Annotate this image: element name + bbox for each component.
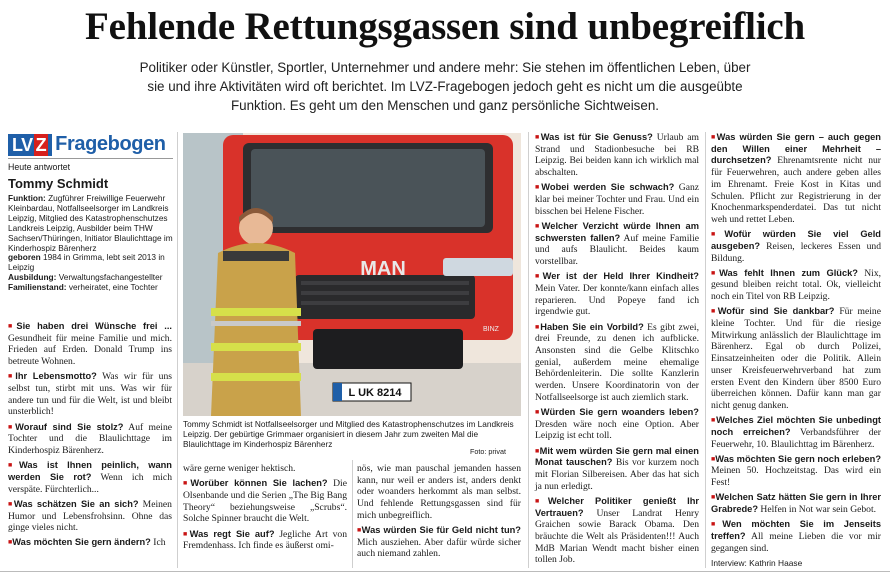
qa-item bbox=[357, 463, 521, 522]
question: ■ Was ist für Sie Genuss? bbox=[535, 132, 653, 142]
qa-item bbox=[8, 537, 172, 549]
question: ■ Was schätzen Sie an sich? bbox=[8, 499, 139, 509]
qa-item bbox=[711, 454, 881, 489]
answer: Was wir für uns selbst tun, stirbt mit uns. Was wir für andere tun und für die Welt, ist und bleibt unsterblich! bbox=[8, 371, 172, 418]
answer: Helfen in Not war sein Gebot. bbox=[758, 504, 877, 516]
portrait-photo bbox=[183, 133, 521, 416]
lvz-logo-letters: LV bbox=[12, 134, 33, 155]
photo-credit: Foto: privat bbox=[470, 447, 506, 456]
qa-item bbox=[535, 496, 699, 566]
question: ■ Worüber können Sie lachen? bbox=[183, 478, 328, 488]
question: ■ Welches Ziel möchten Sie unbedingt noch erreichen? bbox=[711, 415, 881, 437]
question: ■ Welchen Satz hätten Sie gern in Ihrer Grabrede? bbox=[711, 492, 881, 514]
answer: Es gibt zwei, drei Freunde, zu denen ich aufblicke. Ansonsten sind die Gelbe Klitschko genial, außerdem meine ehemalige Behördenleiterin. Die sollte Kanzlerin werden. Unsere Koordinatorin von der Notfallseelsorge ist auch ziemlich stark. bbox=[535, 321, 699, 403]
qa-item bbox=[535, 322, 699, 404]
question: ■ Was würden Sie für Geld nicht tun? bbox=[357, 525, 521, 535]
interviewer-credit: Interview: Kathrin Haase bbox=[711, 557, 803, 568]
question: ■ Was möchten Sie gern noch erleben? bbox=[711, 454, 881, 464]
fragebogen-label: Fragebogen bbox=[55, 133, 166, 155]
question: ■ Mit wem würden Sie gern mal einen Monat tauschen? bbox=[535, 446, 699, 468]
qa-item bbox=[535, 446, 699, 493]
question: ■ Was regt Sie auf? bbox=[183, 529, 275, 539]
lvz-logo bbox=[8, 134, 52, 156]
qa-item bbox=[535, 407, 699, 442]
answer: Für meine kleine Tochter. Und für die riesige Mitwirkung anlässlich der Blaulichttage im Bärenherz. Egal ob durch Polizei, Einsatzeinheiten oder die Politik. Allein unser Kreisfeuerwehrverband hat zum ersten Event den Kindern über 8500 Euro überreichen können. Dafür kann man gar nicht genug danken. bbox=[711, 306, 881, 411]
question: ■ Worauf sind Sie stolz? bbox=[8, 422, 124, 432]
question: ■ Was würden Sie gern – auch gegen den Willen einer Mehrheit – durchsetzen? bbox=[711, 132, 881, 165]
question: ■ Haben Sie ein Vorbild? bbox=[535, 322, 644, 332]
column-5 bbox=[711, 132, 881, 573]
answer: Jegliche Art von Fremdenhass. Ich finde es äußerst omi- bbox=[183, 528, 347, 552]
profile-fact bbox=[8, 253, 173, 273]
question: ■ Wobei werden Sie schwach? bbox=[535, 182, 674, 192]
answer: Ich bbox=[150, 537, 166, 549]
qa-item bbox=[8, 499, 172, 534]
truck-model-text: BINZ bbox=[483, 326, 499, 333]
qa-item bbox=[8, 422, 172, 457]
qa-item bbox=[711, 415, 881, 450]
intro-text: Politiker oder Künstler, Sportler, Unternehmer und andere mehr: Sie stehen im öffentlichen Leben, über sie und ihre Aktivitäten wird oft berichtet. Im LVZ-Fragebogen jedoch geht es nicht um die ausgeübte Funktion. Es geht um den Menschen und ganz persönliche Sichtweisen. bbox=[139, 60, 751, 113]
truck-brand-text: MAN bbox=[360, 258, 406, 280]
question: ■ Was ist Ihnen peinlich, wann werden Sie rot? bbox=[8, 460, 172, 482]
answer: Gesundheit für meine Familie und mich. Frieden auf Erden. Donald Trump ins betreute Wohnen. bbox=[8, 332, 172, 368]
person-name: Tommy Schmidt bbox=[8, 176, 109, 191]
answer: nös, wie man pauschal jemanden hassen kann, nur weil er anders ist, anders denkt oder woanders herkommt als man selbst. Und fehlende Rettungsgassen sind für mich unbegreiflich. bbox=[357, 463, 521, 521]
qa-item bbox=[183, 529, 347, 552]
profile-fact bbox=[8, 194, 173, 253]
profile-fact-text: Verwaltungsfachangestellter bbox=[56, 272, 163, 283]
column-divider bbox=[177, 132, 178, 568]
question: ■ Sie haben drei Wünsche frei ... bbox=[8, 321, 172, 331]
column-3 bbox=[357, 463, 521, 564]
profile-fact bbox=[8, 283, 173, 293]
qa-item bbox=[711, 492, 881, 515]
question: ■ Welcher Verzicht würde Ihnen am schwersten fallen? bbox=[535, 221, 699, 243]
question: ■ Würden Sie gern woanders leben? bbox=[535, 407, 699, 417]
profile-fact-label: Funktion: bbox=[8, 193, 46, 203]
qa-item bbox=[711, 306, 881, 411]
answer: Auf meine Tochter und die Blaulichttage im Kinderhospiz Bärenherz. bbox=[8, 421, 172, 457]
fire-truck-photo-illustration bbox=[183, 133, 521, 416]
column-divider bbox=[705, 132, 706, 568]
headline: Fehlende Rettungsgassen sind unbegreiflich bbox=[84, 5, 806, 48]
answer: Meinen Humor und Lebensfrohsinn. Ohne das ginge vieles nicht. bbox=[8, 498, 172, 534]
qa-item bbox=[183, 478, 347, 525]
profile-fact-label: Ausbildung: bbox=[8, 272, 57, 283]
answer: Urlaub am Strand und Stadionbesuche bei RB Leipzig. Bei beiden kann ich wirklich mal abschalten. bbox=[535, 132, 699, 179]
answer: Die Olsenbande und die Serien „The Big Bang Theory“ beziehungsweise „Scrubs“. Solche Spinner braucht die Welt. bbox=[183, 478, 347, 525]
profile-fact-label: geboren bbox=[8, 252, 41, 263]
photo-caption: Tommy Schmidt ist Notfallseelsorger und Mitglied des Katastrophenschutzes im Landkreis Leipzig. Der gebürtige Grimmaer organisiert in diesem Jahr zum zweiten Mal die Blaulichttage im Kinderhospiz Bärenherz bbox=[183, 419, 514, 450]
answer: All meine Lieben die vor mir gegangen sind. bbox=[711, 531, 881, 554]
question: ■ Wer ist der Held Ihrer Kindheit? bbox=[535, 271, 699, 281]
answer: Verbandsführer der Feuerwehr, 10. Blaulichttag im Bärenherz. bbox=[711, 426, 881, 450]
answer: Mein Vater. Der konnte/kann einfach alles reparieren. Und Popeye fand ich irgendwie gut. bbox=[535, 282, 699, 318]
column-4 bbox=[535, 132, 699, 570]
profile-fact-text: 1984 in Grimma, lebt seit 2013 in Leipzig bbox=[8, 252, 165, 273]
answer: Mich ausziehen. Aber dafür würde sicher auch niemand zahlen. bbox=[357, 536, 521, 560]
qa-item bbox=[711, 519, 881, 554]
answer: Dresden wäre noch eine Option. Aber Leipzig ist echt toll. bbox=[535, 418, 699, 442]
question: ■ Wen möchten Sie im Jenseits treffen? bbox=[711, 519, 881, 541]
qa-item bbox=[711, 268, 881, 303]
qa-item bbox=[8, 321, 172, 368]
column-divider bbox=[352, 460, 353, 568]
profile-fact-label: Familienstand: bbox=[8, 282, 67, 293]
answer: Unser Landrat Henry Graichen sowie Barack Obama. Den bräuchte die Welt als Präsidenten!!! Auch MdB Marian Wendt macht bisher einen tollen Job. bbox=[535, 507, 699, 566]
question: ■ Welcher Politiker genießt Ihr Vertrauen? bbox=[535, 496, 699, 518]
qa-item bbox=[8, 460, 172, 495]
bottom-rule bbox=[0, 571, 890, 572]
lvz-logo-z: Z bbox=[35, 134, 47, 155]
question: ■ Wofür würden Sie viel Geld ausgeben? bbox=[711, 229, 881, 251]
answer: Ehrenamtsrente nicht nur für Feuerwehren, auch andere geben alles im Ehrenamt. Freie Kost in Kitas und Schulen. Pflicht zur Registrierung in der Knochenmarkspenderdatei. Das tut nicht weh und rettet Leben. bbox=[711, 155, 881, 225]
answer: Ganz klar bei meiner Tochter und Frau. Und ein bisschen bei Helene Fischer. bbox=[535, 182, 700, 217]
profile-fact-text: verheiratet, eine Tochter bbox=[66, 282, 158, 293]
question: ■ Wofür sind Sie dankbar? bbox=[711, 306, 834, 316]
license-plate-text: L UK 8214 bbox=[348, 387, 402, 399]
lvz-fragebogen-logo bbox=[8, 133, 166, 156]
qa-item bbox=[535, 221, 699, 268]
question: ■ Ihr Lebensmotto? bbox=[8, 371, 97, 381]
column-2 bbox=[183, 463, 347, 555]
divider bbox=[8, 158, 173, 159]
today-label: Heute antwortet bbox=[8, 162, 71, 172]
profile-fact-text: Zugführer Freiwillige Feuerwehr Kleinbardau, Notfallseelsorger im Landkreis Leipzig, Mitglied des Katastrophenschutzes Landkreis Leipzig, Ausbilder beim THW Sachsen/Thüringen, Initiator Blaulichttage im Kinderhospiz Bärenherz bbox=[8, 193, 173, 253]
qa-item bbox=[535, 132, 699, 179]
answer: Auf meine Familie und aufs Blaulicht. Beides kaum vorstellbar. bbox=[535, 232, 700, 268]
qa-item bbox=[357, 525, 521, 560]
answer: Wenn ich mich verspäte. Fürchterlich... bbox=[8, 471, 172, 495]
qa-item bbox=[8, 371, 172, 418]
profile-facts bbox=[8, 194, 173, 293]
column-1 bbox=[8, 321, 172, 553]
answer: Reisen, leckeres Essen und Bildung. bbox=[711, 240, 881, 264]
question: ■ Was fehlt Ihnen zum Glück? bbox=[711, 268, 858, 278]
question: ■ Was möchten Sie gern ändern? bbox=[8, 537, 151, 547]
column-divider bbox=[528, 132, 529, 568]
qa-item bbox=[535, 182, 699, 217]
answer: Nix, gesund bleiben reicht total. Ok, vielleicht noch ein Titel von RB Leipzig. bbox=[711, 267, 882, 303]
qa-item bbox=[711, 229, 881, 264]
qa-item bbox=[711, 132, 881, 226]
answer: Bis vor kurzem noch mit Florian Silbereisen. Aber das hat sich ja nun erledigt. bbox=[535, 457, 699, 492]
qa-item bbox=[183, 463, 347, 475]
answer: Meinen 50. Hochzeitstag. Das wird ein Fest! bbox=[711, 465, 881, 489]
qa-item bbox=[535, 271, 699, 318]
answer: wäre gerne weniger hektisch. bbox=[183, 463, 296, 474]
